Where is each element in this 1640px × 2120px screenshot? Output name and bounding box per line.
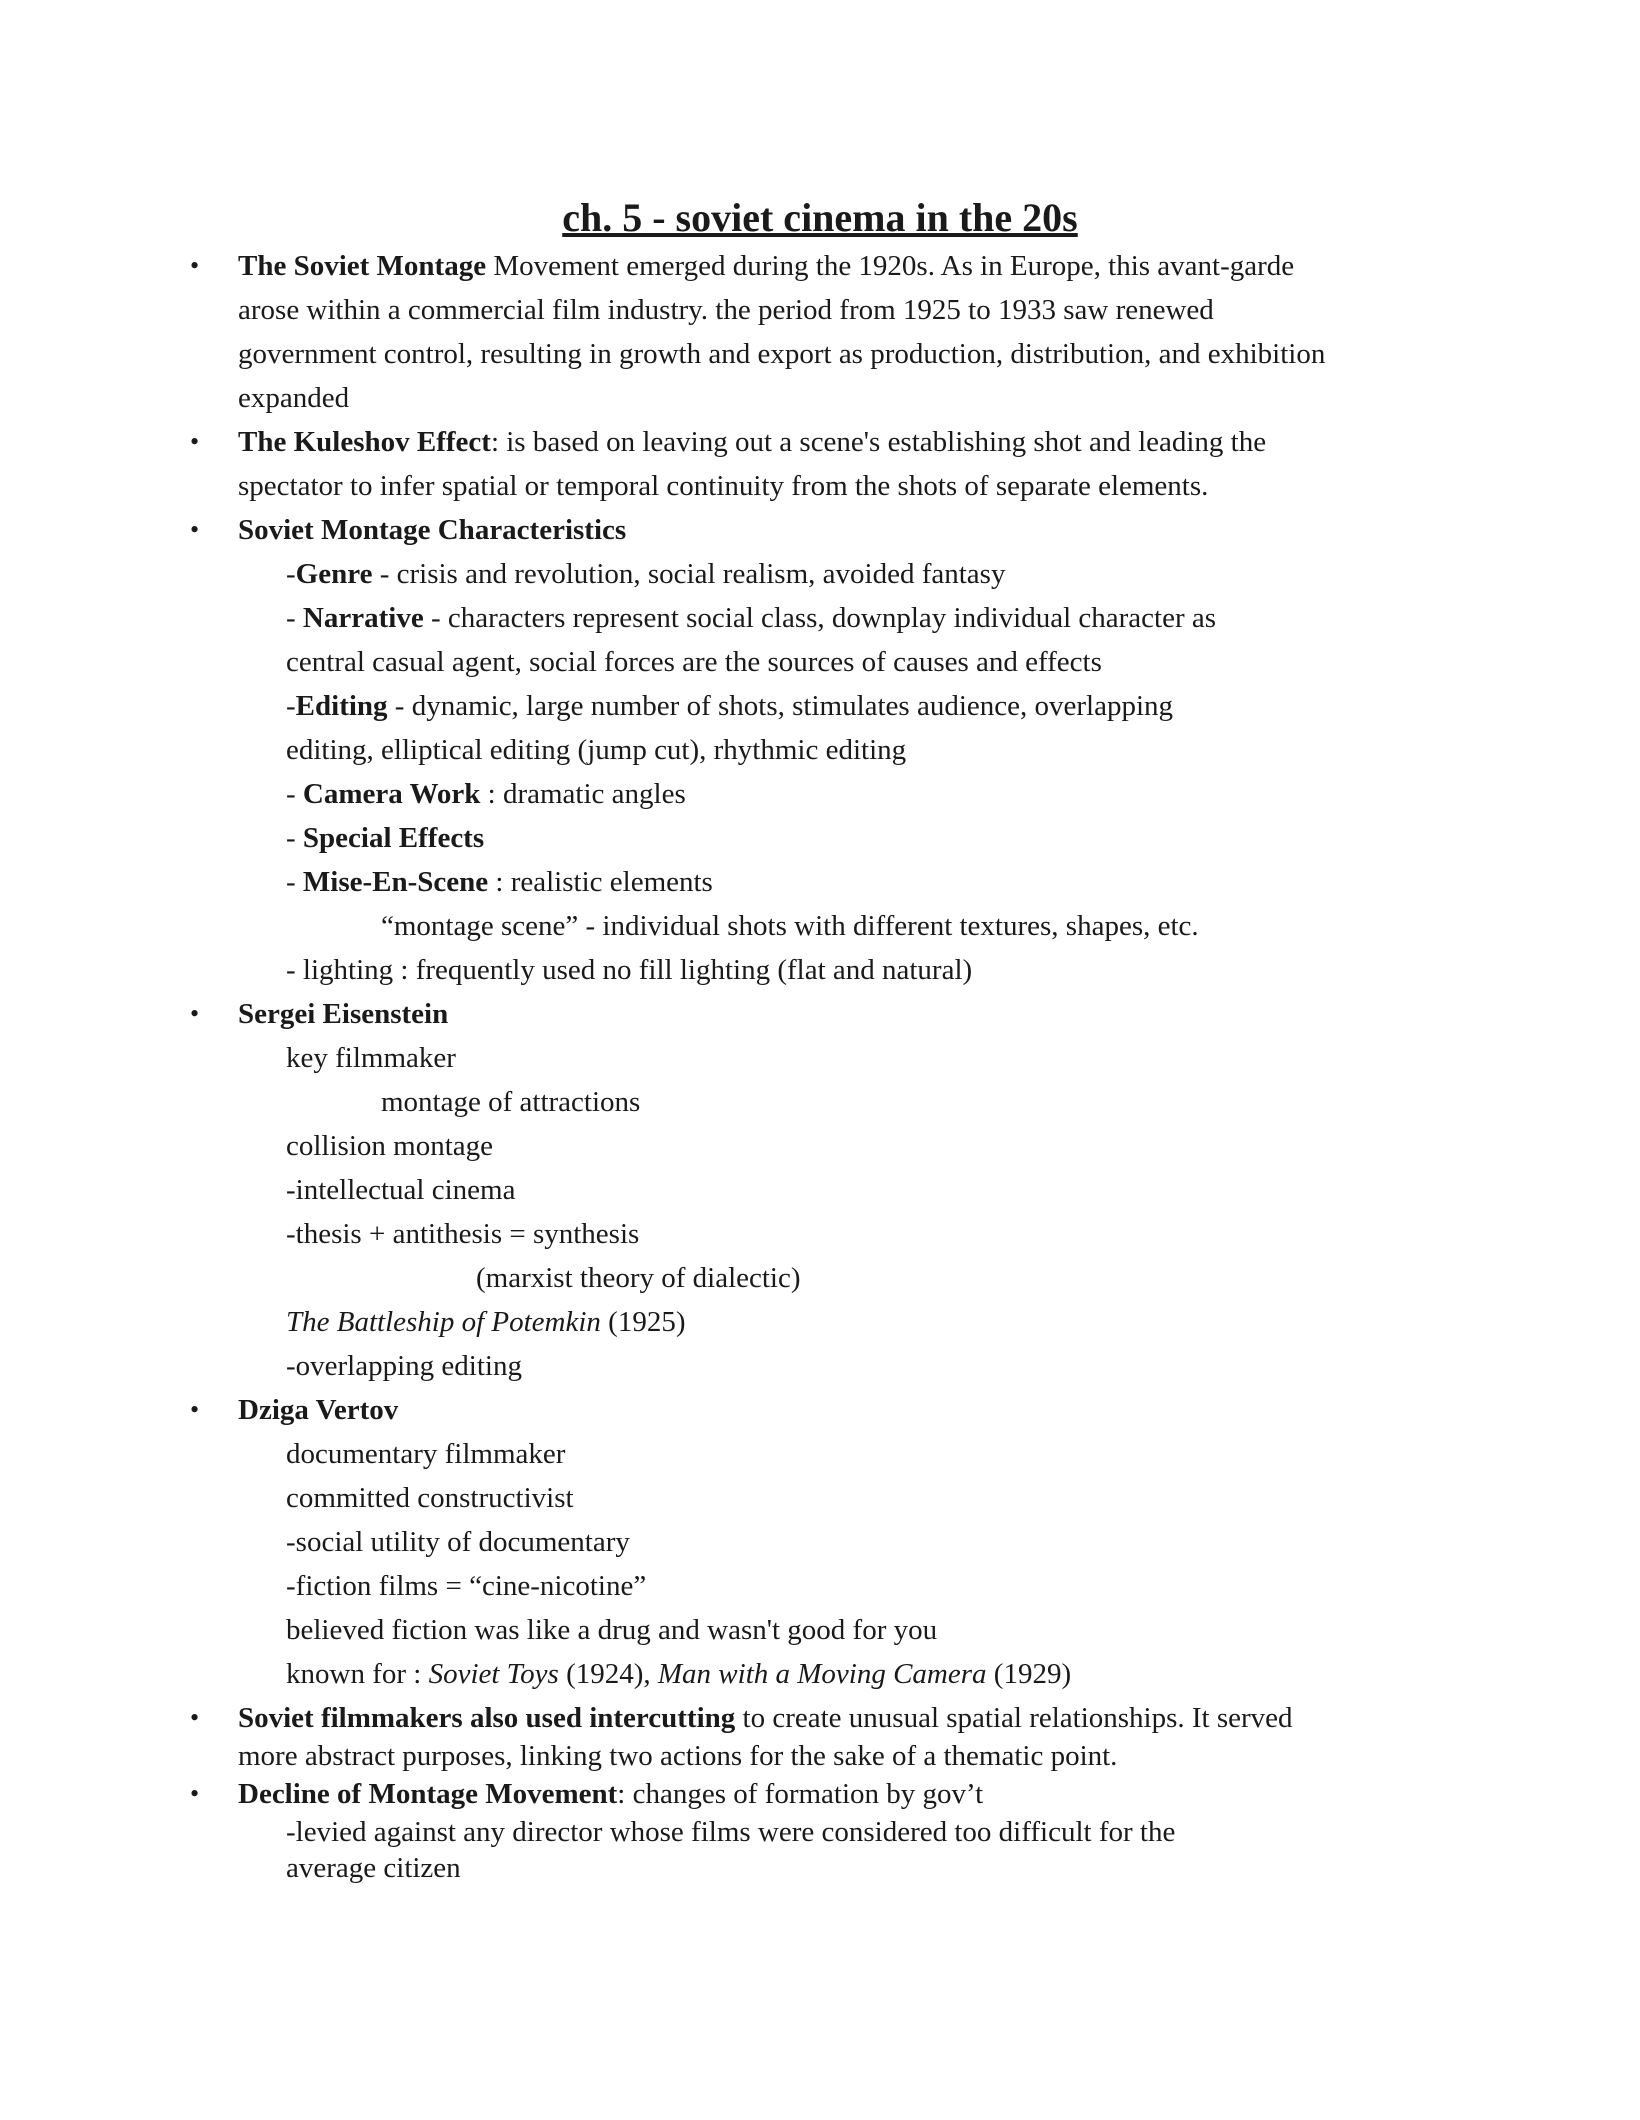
bullet-line: [238, 512, 626, 548]
sub-line: [286, 556, 1005, 592]
bullet-marker: •: [190, 427, 200, 456]
bullet-line: [238, 380, 349, 416]
sub-line: [286, 864, 713, 900]
line-text: government control, resulting in growth and export as production, distribution, and exhibition: [238, 338, 1326, 370]
line-text: : dramatic angles: [480, 778, 686, 810]
sub-line: [286, 1568, 646, 1604]
line-prefix: -: [286, 558, 296, 590]
sub-line: [476, 1260, 801, 1296]
line-text: -thesis + antithesis = synthesis: [286, 1218, 640, 1250]
bold-term: Soviet filmmakers also used intercutting: [238, 1702, 736, 1734]
bullet-line: [238, 424, 1266, 460]
bold-term: Camera Work: [302, 778, 481, 810]
line-text: (marxist theory of dialectic): [476, 1262, 801, 1294]
sub-line: [286, 1656, 1071, 1692]
bullet-line: [238, 1738, 1117, 1774]
bold-term: Editing: [295, 690, 388, 722]
line-text: -social utility of documentary: [286, 1526, 630, 1558]
bold-term: Decline of Montage Movement: [238, 1778, 618, 1810]
film-title: The Battleship of Potemkin: [286, 1306, 601, 1338]
bold-term: The Kuleshov Effect: [238, 426, 491, 458]
line-text: - characters represent social class, downplay individual character as: [423, 602, 1217, 634]
sub-line: [286, 600, 1216, 636]
line-text: “montage scene” - individual shots with different textures, shapes, etc.: [381, 910, 1199, 942]
line-prefix: -: [286, 866, 303, 898]
line-text: documentary filmmaker: [286, 1438, 566, 1470]
bold-term: Special Effects: [302, 822, 485, 854]
line-text: expanded: [238, 382, 350, 414]
sub-line: [381, 908, 1199, 944]
bullet-marker: •: [190, 1703, 200, 1732]
sub-line: [286, 1216, 639, 1252]
sub-line: [286, 1348, 522, 1384]
sub-line: [286, 1128, 493, 1164]
bold-term: Dziga Vertov: [238, 1394, 399, 1426]
sub-line: [286, 1814, 1175, 1850]
sub-line: [286, 1172, 515, 1208]
bullet-marker: •: [190, 999, 200, 1028]
bold-term: Genre: [295, 558, 373, 590]
bullet-line: [238, 336, 1325, 372]
line-text: believed fiction was like a drug and wasn't good for you: [286, 1614, 938, 1646]
bullet-marker: •: [190, 1779, 200, 1808]
bullet-line: [238, 996, 448, 1032]
sub-line: [286, 776, 686, 812]
line-text: : is based on leaving out a scene's establishing shot and leading the: [490, 426, 1267, 458]
line-prefix: -: [286, 602, 303, 634]
line-text: (1924),: [558, 1658, 658, 1690]
line-text: : changes of formation by gov’t: [617, 1778, 984, 1810]
bullet-line: [238, 1392, 398, 1428]
line-text: : realistic elements: [488, 866, 713, 898]
sub-line: [286, 1436, 565, 1472]
film-title: Man with a Moving Camera: [657, 1658, 987, 1690]
bold-term: Mise-En-Scene: [302, 866, 489, 898]
sub-line: [286, 1040, 456, 1076]
bullet-line: [238, 1700, 1293, 1736]
line-text: arose within a commercial film industry. the period from 1925 to 1933 saw renewed: [238, 294, 1214, 326]
line-text: -overlapping editing: [286, 1350, 522, 1382]
sub-line: [286, 952, 972, 988]
bold-term: Narrative: [302, 602, 424, 634]
bullet-marker: •: [190, 515, 200, 544]
line-text: - lighting : frequently used no fill lighting (flat and natural): [286, 954, 973, 986]
bullet-line: [238, 1776, 983, 1812]
bold-term: The Soviet Montage: [238, 250, 487, 282]
line-text: montage of attractions: [381, 1086, 641, 1118]
line-text: (1925): [600, 1306, 686, 1338]
film-title: Soviet Toys: [428, 1658, 559, 1690]
line-text: - dynamic, large number of shots, stimulates audience, overlapping: [387, 690, 1174, 722]
line-text: -fiction films = “cine-nicotine”: [286, 1570, 647, 1602]
bullet-line: [238, 468, 1208, 504]
sub-line: [286, 688, 1173, 724]
bullet-line: [238, 292, 1214, 328]
line-text: more abstract purposes, linking two actions for the sake of a thematic point.: [238, 1740, 1118, 1772]
sub-line: [286, 1850, 461, 1886]
sub-line: [286, 1612, 937, 1648]
sub-line: [286, 1480, 574, 1516]
line-prefix: -: [286, 822, 303, 854]
line-prefix: -: [286, 690, 296, 722]
line-prefix: -: [286, 778, 303, 810]
line-text: -levied against any director whose films were considered too difficult for the: [286, 1816, 1176, 1848]
sub-line: [381, 1084, 640, 1120]
line-text: Movement emerged during the 1920s. As in Europe, this avant-garde: [486, 250, 1295, 282]
line-text: collision montage: [286, 1130, 493, 1162]
bullet-line: [238, 248, 1294, 284]
line-text: committed constructivist: [286, 1482, 574, 1514]
bullet-marker: •: [190, 1395, 200, 1424]
line-text: editing, elliptical editing (jump cut), rhythmic editing: [286, 734, 907, 766]
sub-line: [286, 1304, 686, 1340]
bold-term: Sergei Eisenstein: [238, 998, 449, 1030]
line-text: (1929): [986, 1658, 1072, 1690]
line-text: central casual agent, social forces are the sources of causes and effects: [286, 646, 1102, 678]
sub-line: [286, 1524, 630, 1560]
page-title: ch. 5 - soviet cinema in the 20s: [562, 195, 1078, 240]
sub-line: [286, 820, 484, 856]
bold-term: Soviet Montage Characteristics: [238, 514, 627, 546]
line-text: key filmmaker: [286, 1042, 456, 1074]
line-text: - crisis and revolution, social realism, avoided fantasy: [372, 558, 1006, 590]
line-text: -intellectual cinema: [286, 1174, 516, 1206]
line-text: average citizen: [286, 1852, 461, 1884]
line-text: spectator to infer spatial or temporal continuity from the shots of separate elements.: [238, 470, 1209, 502]
sub-line: [286, 644, 1102, 680]
line-text: to create unusual spatial relationships. It served: [735, 1702, 1293, 1734]
line-text: known for :: [286, 1658, 429, 1690]
bullet-marker: •: [190, 251, 200, 280]
sub-line: [286, 732, 906, 768]
